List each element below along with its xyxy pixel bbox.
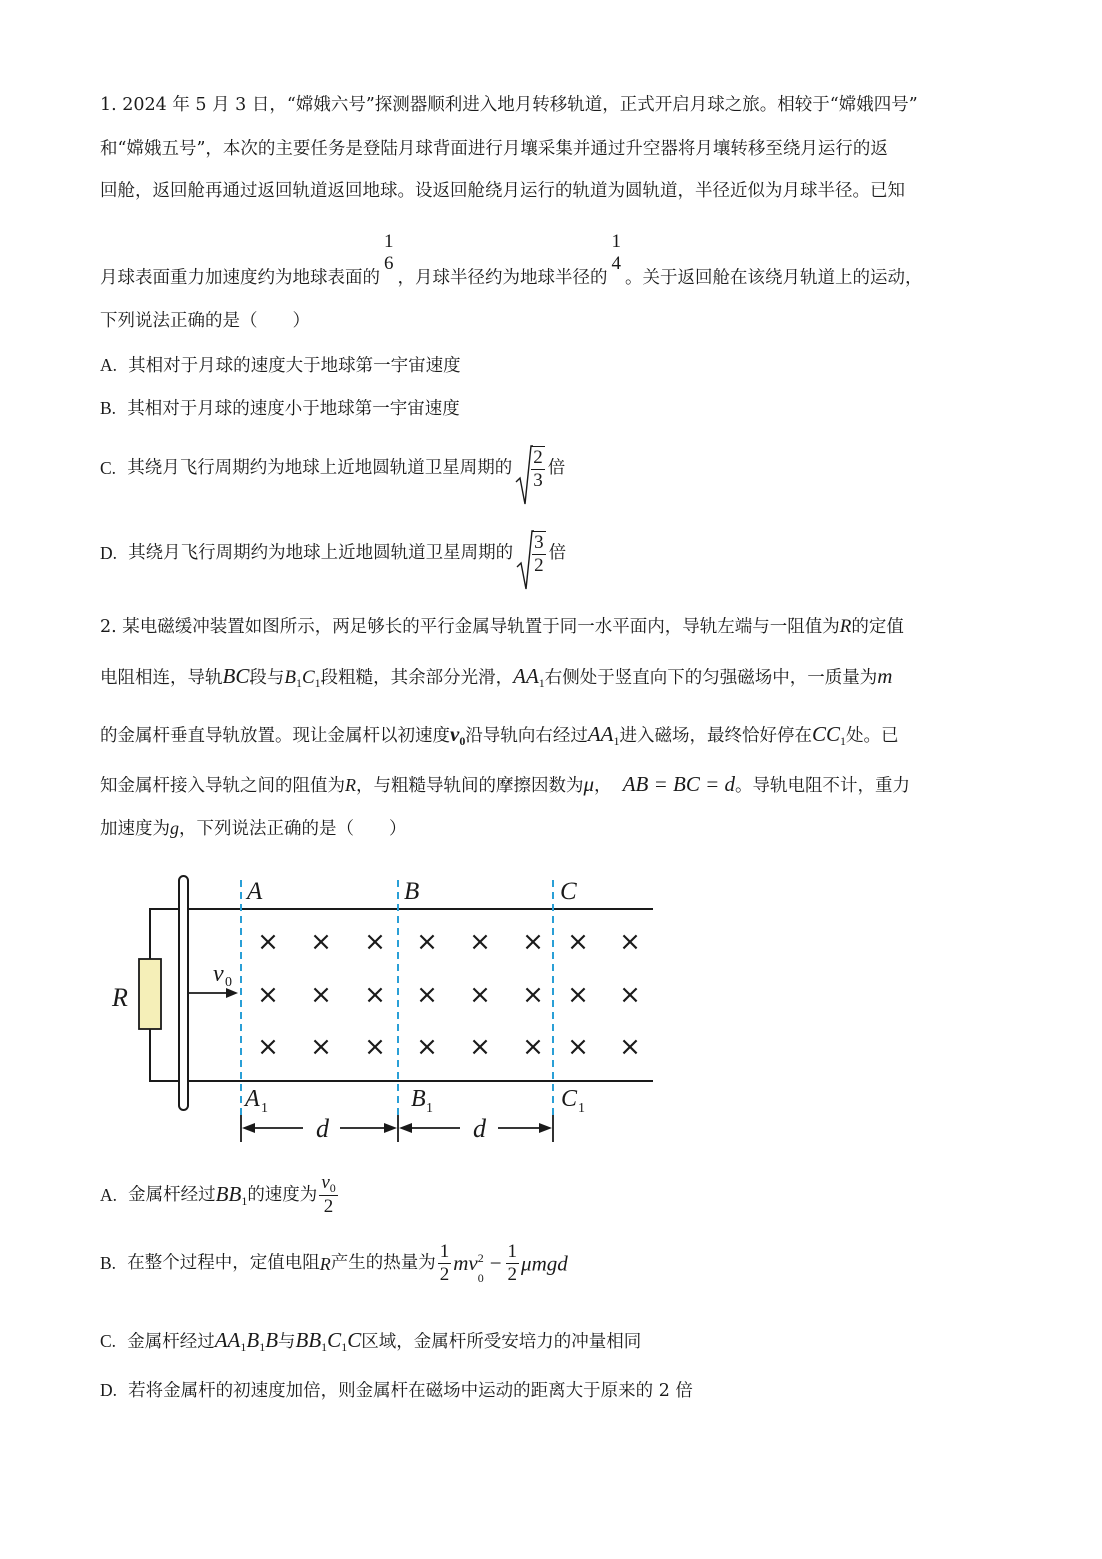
symbol-BB1: $BB_1$ <box>215 1182 248 1209</box>
equation-ab-bc-d: AB = BC = d <box>622 772 736 796</box>
option-label: B. <box>100 398 117 418</box>
q1-line-2: 和“嫦娥五号”，本次的主要任务是登陆月球背面进行月壤采集并通过升空器将月壤转移至绕月运行的返 <box>100 139 888 159</box>
field-cross: × <box>364 1032 386 1062</box>
field-cross: × <box>619 980 641 1010</box>
expression-mu-mgd: μmgd <box>521 1251 568 1276</box>
symbol-BC: BC <box>222 664 250 688</box>
resistor-label: R <box>112 983 128 1012</box>
option-text: 其相对于月球的速度大于地球第一宇宙速度 <box>128 356 461 376</box>
option-label: C. <box>100 1331 117 1351</box>
option-text: 其相对于月球的速度小于地球第一宇宙速度 <box>127 399 460 419</box>
option-label: D. <box>100 1380 118 1400</box>
arrowhead-left <box>399 1123 412 1133</box>
symbol-B1: $B_1C_1$ <box>284 667 321 690</box>
region-bb1c1c: $BB_1C_1C$ <box>295 1328 362 1354</box>
q2-line-5-text-b: ，下列说法正确的是（ ） <box>179 819 407 839</box>
field-cross: × <box>619 1032 641 1062</box>
q2-line-2-text-a: 电阻相连，导轨 <box>100 668 223 688</box>
symbol-mu: μ <box>583 772 595 796</box>
sqrt-three-halves: $\frac{3}{2}$ <box>516 531 546 577</box>
q2-line-1-text-b: 的定值 <box>851 617 904 637</box>
symbol-g: g <box>170 818 179 838</box>
symbol-AA1: $AA_1$ <box>587 722 620 748</box>
q2-line-3-text-d: 处。已 <box>846 726 899 746</box>
label-a: A <box>247 878 263 905</box>
symbol-CC1: $CC_1$ <box>811 722 846 748</box>
q2-option-a <box>100 1173 340 1218</box>
field-cross: × <box>416 1032 438 1062</box>
field-cross: × <box>257 1032 279 1062</box>
q1-line-4-text-b: ，月球半径约为地球半径的 <box>397 267 608 288</box>
option-tail: 倍 <box>547 458 566 479</box>
field-cross: × <box>310 980 332 1010</box>
q2-line-3-text-b: 沿导轨向右经过 <box>465 726 588 746</box>
symbol-R: R <box>839 616 852 637</box>
field-cross: × <box>364 980 386 1010</box>
q2-option-b <box>100 1242 568 1286</box>
q1-line-1: 1. 2024 年 5 月 3 日，“嫦娥六号”探测器顺利进入地月转移轨道，正式开启月球之旅。相较于“嫦娥四号” <box>100 95 918 115</box>
arrowhead-right <box>384 1123 397 1133</box>
q2-line-4-text-d: 。导轨电阻不计，重力 <box>735 776 911 796</box>
label-c1-sub: 1 <box>578 1101 585 1116</box>
q2-option-d <box>100 1382 693 1401</box>
q2-line-2-text-c: 段粗糙，其余部分光滑， <box>320 668 514 688</box>
q2-line-1-text-a: 2. 某电磁缓冲装置如图所示，两足够长的平行金属导轨置于同一水平面内，导轨左端与一阻值为 <box>100 617 840 637</box>
rail-diagram <box>100 860 670 1150</box>
option-text: 金属杆经过 <box>128 1184 216 1205</box>
option-label: D. <box>100 543 118 564</box>
field-cross: × <box>469 927 491 957</box>
q2-line-2-text-d: 右侧处于竖直向下的匀强磁场中，一质量为 <box>544 668 878 688</box>
field-cross: × <box>416 980 438 1010</box>
label-c: C <box>560 878 577 905</box>
option-label: A. <box>100 355 118 375</box>
field-cross: × <box>567 927 589 957</box>
q1-line-5: 下列说法正确的是（ ） <box>100 311 310 331</box>
q1-line-4-text-a: 月球表面重力加速度约为地球表面的 <box>100 267 380 288</box>
velocity-sub: 0 <box>225 975 232 990</box>
q2-line-3 <box>100 724 899 747</box>
option-label: C. <box>100 458 117 479</box>
field-cross: × <box>567 980 589 1010</box>
label-a1-sub: 1 <box>261 1101 268 1116</box>
field-cross: × <box>364 927 386 957</box>
label-a1: A <box>245 1086 260 1112</box>
fraction-one-quarter: 1 4 <box>611 231 621 274</box>
fraction-one-sixth: 1 6 <box>384 231 394 274</box>
distance-label-2: d <box>473 1114 486 1143</box>
field-cross: × <box>310 1032 332 1062</box>
option-text: 其绕月飞行周期约为地球上近地圆轨道卫星周期的 <box>128 543 514 564</box>
symbol-v0: $v_0$ <box>450 722 466 748</box>
label-b1: B <box>411 1086 426 1112</box>
q2-line-1 <box>100 617 904 637</box>
q2-line-4-text-b: ，与粗糙导轨间的摩擦因数为 <box>356 776 584 796</box>
option-label: A. <box>100 1184 118 1205</box>
velocity-label: v <box>213 961 224 987</box>
q1-line-3: 回舱，返回舱再通过返回轨道返回地球。设返回舱绕月运行的轨道为圆轨道，半径近似为月球半径。已知 <box>100 181 905 201</box>
fraction-one-half: $\frac{1}{2}$ <box>507 1241 518 1285</box>
field-cross: × <box>416 927 438 957</box>
option-text: 产生的热量为 <box>330 1253 436 1274</box>
sqrt-two-thirds: $\frac{2}{3}$ <box>515 446 545 492</box>
option-tail: 倍 <box>548 543 567 564</box>
symbol-R: R <box>319 1253 331 1274</box>
minus-sign: − <box>489 1251 502 1276</box>
q1-option-d <box>100 531 566 577</box>
q1-option-b <box>100 400 460 419</box>
arrowhead-left <box>242 1123 255 1133</box>
q2-line-4-text-a: 知金属杆接入导轨之间的阻值为 <box>100 776 345 796</box>
field-cross: × <box>522 1032 544 1062</box>
field-cross: × <box>522 980 544 1010</box>
field-cross: × <box>522 927 544 957</box>
label-b1-sub: 1 <box>426 1101 433 1116</box>
option-text: 其绕月飞行周期约为地球上近地圆轨道卫星周期的 <box>127 458 513 479</box>
field-cross: × <box>469 980 491 1010</box>
option-text: 的速度为 <box>247 1184 318 1205</box>
q2-line-5-text-a: 加速度为 <box>100 819 170 839</box>
option-text: 若将金属杆的初速度加倍，则金属杆在磁场中运动的距离大于原来的 2 倍 <box>128 1381 693 1401</box>
symbol-R: R <box>345 775 356 795</box>
symbol-m: m <box>877 664 893 688</box>
option-text: 区域，金属杆所受安培力的冲量相同 <box>361 1332 642 1352</box>
distance-label-1: d <box>316 1114 329 1143</box>
fraction-v0-over-2: $\frac{v_0}{2}$ <box>321 1172 336 1218</box>
q2-line-2 <box>100 666 892 689</box>
q1-line-4-text-c: 。关于返回舱在该绕月轨道上的运动， <box>625 267 923 288</box>
option-text: 与 <box>278 1332 296 1352</box>
arrowhead-right <box>539 1123 552 1133</box>
q2-line-3-text-a: 的金属杆垂直导轨放置。现让金属杆以初速度 <box>100 726 450 746</box>
q2-option-c <box>100 1330 641 1353</box>
q1-option-a <box>100 357 461 376</box>
q2-line-4 <box>100 774 910 796</box>
field-cross: × <box>469 1032 491 1062</box>
q1-line-4 <box>100 232 923 287</box>
label-b: B <box>404 878 420 905</box>
magnetic-field <box>257 927 641 1062</box>
label-c1: C <box>561 1086 578 1112</box>
symbol-AA1: $AA_1$ <box>513 664 545 690</box>
q1-option-c <box>100 446 565 492</box>
option-label: B. <box>100 1253 117 1274</box>
option-text: 金属杆经过 <box>127 1332 215 1352</box>
field-cross: × <box>257 980 279 1010</box>
field-cross: × <box>567 1032 589 1062</box>
metal-rod <box>179 876 188 1110</box>
symbol-mv0-squared: mv 2 0 <box>453 1251 484 1286</box>
field-cross: × <box>619 927 641 957</box>
fraction-one-half: $\frac{1}{2}$ <box>439 1241 450 1285</box>
region-aa1b1b: $AA_1B_1B$ <box>214 1328 279 1354</box>
q2-line-2-text-b: 段与 <box>249 668 285 688</box>
q2-line-3-text-c: 进入磁场，最终恰好停在 <box>619 726 812 746</box>
option-text: 在整个过程中，定值电阻 <box>127 1253 320 1274</box>
resistor <box>139 959 161 1029</box>
field-cross: × <box>310 927 332 957</box>
field-cross: × <box>257 927 279 957</box>
q2-line-5 <box>100 819 407 839</box>
q2-line-4-text-c: ， <box>594 776 612 796</box>
